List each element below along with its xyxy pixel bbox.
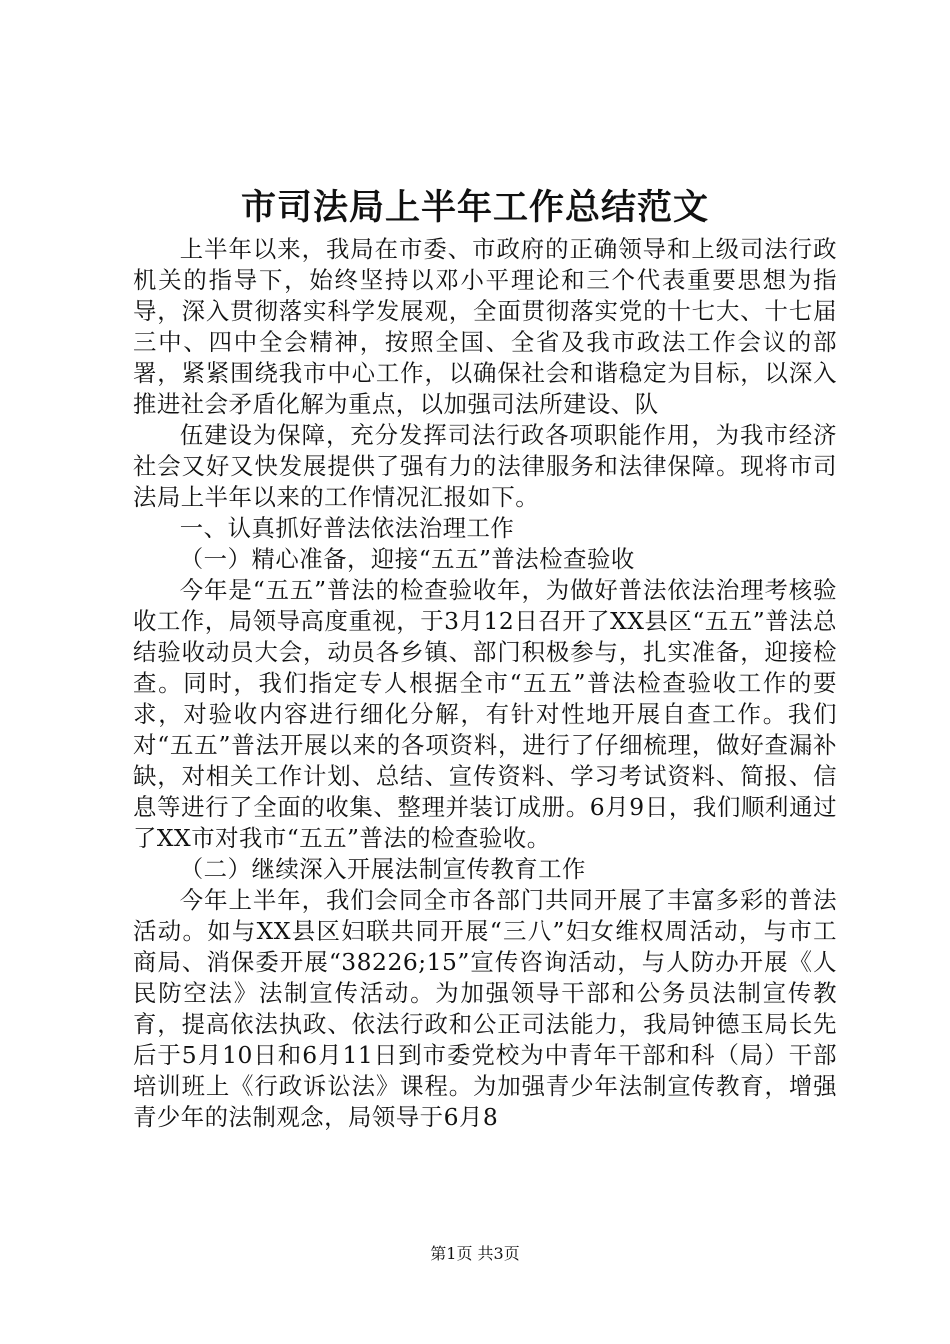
paragraph-intro-continued: 伍建设为保障，充分发挥司法行政各项职能作用，为我市经济社会又好又快发展提供了强有力的法律服务和法律保障。现将市司法局上半年以来的工作情况汇报如下。 [133,421,837,511]
subsection-heading-2: （二）继续深入开展法制宣传教育工作 [179,855,586,883]
section-heading-1: 一、认真抓好普法依法治理工作 [179,514,515,542]
document-title: 市司法局上半年工作总结范文 [240,187,709,228]
paragraph-intro: 上半年以来，我局在市委、市政府的正确领导和上级司法行政机关的指导下，始终坚持以邓小平理论和三个代表重要思想为指导，深入贯彻落实科学发展观，全面贯彻落实党的十七大、十七届三中、四中全会精神，按照全国、全省及我市政法工作会议的部署，紧紧围绕我市中心工作，以确保社会和谐稳定为目标，以深入推进社会矛盾化解为重点，以加强司法所建设、队 [133,235,837,418]
subsection-heading-1: （一）精心准备，迎接“五五”普法检查验收 [179,545,635,573]
paragraph-publicity: 今年上半年，我们会同全市各部门共同开展了丰富多彩的普法活动。如与XX县区妇联共同开展“三八”妇女维权周活动，与市工商局、消保委开展“38226;15”宣传咨询活动，与人防办开展《人民防空法》法制宣传活动。为加强领导干部和公务员法制宣传教育，提高依法执政、依法行政和公正司法能力，我局钟德玉局长先后于5月10日和6月11日到市委党校为中青年干部和科（局）干部培训班上《行政诉讼法》课程。为加强青少年法制宣传教育，增强青少年的法制观念，局领导于6月8 [133,886,837,1131]
page-footer: 第1页 共3页 [430,1244,520,1263]
paragraph-inspection: 今年是“五五”普法的检查验收年，为做好普法依法治理考核验收工作，局领导高度重视，于3月12日召开了XX县区“五五”普法总结验收动员大会，动员各乡镇、部门积极参与，扎实准备，迎接检查。同时，我们指定专人根据全市“五五”普法检查验收工作的要求，对验收内容进行细化分解，有针对性地开展自查工作。我们对“五五”普法开展以来的各项资料，进行了仔细梳理，做好查漏补缺，对相关工作计划、总结、宣传资料、学习考试资料、简报、信息等进行了全面的收集、整理并装订成册。6月9日，我们顺利通过了XX市对我市“五五”普法的检查验收。 [133,576,837,852]
document-body [133,234,837,1133]
